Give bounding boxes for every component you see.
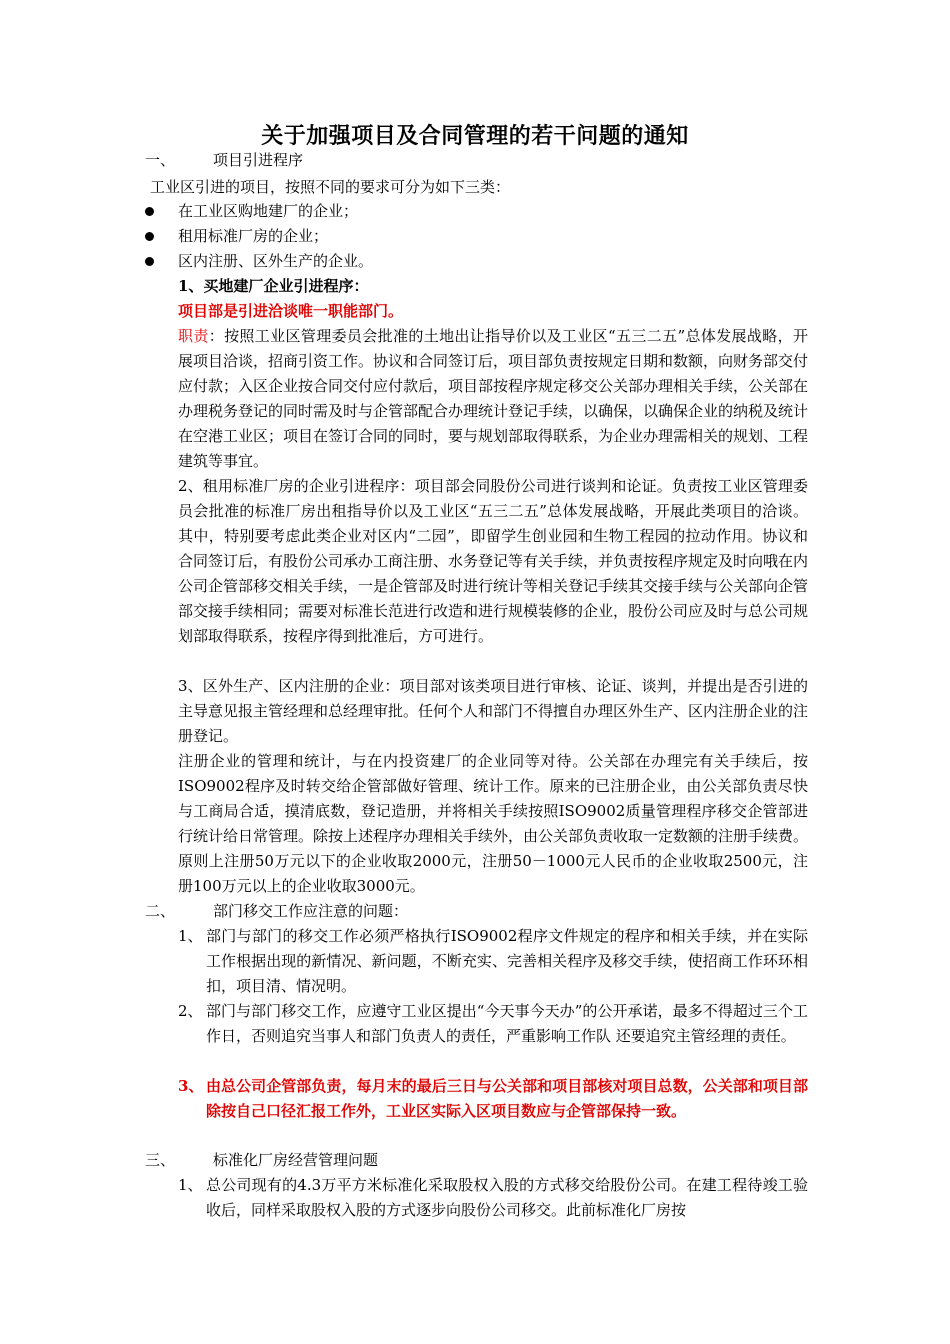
subsection-2-paragraph: 2、租用标准厂房的企业引进程序：项目部会同股份公司进行谈判和论证。负责按工业区管理委员会批准的标准厂房出租指导价以及工业区“五三二五”总体发展战略，开展此类项目的洽谈。其中，特别要考虑此类企业对区内“二园”，即留学生创业园和生物工程园的拉动作用。协议和合同签订后，有股份公司承办工商注册、水务登记等有关手续，并负责按程序规定及时向哦在内公司企管部移交相关手续，一是企管部及时进行统计等相关登记手续其交接手续与公关部向企管部交接手续相同；需要对标准长范进行改造和进行规模装修的企业，股份公司应及时与总公司规划部取得联系，按程序得到批准后，方可进行。 bbox=[178, 477, 809, 645]
subsection-3b-paragraph: 注册企业的管理和统计，与在内投资建厂的企业同等对待。公关部在办理完有关手续后，按ISO9002程序及时转交给企管部做好管理、统计工作。原来的已注册企业，由公关部负责尽快与工商局合适，摸清底数，登记造册，并将相关手续按照ISO9002质量管理程序移交企管部进行统计给日常管理。除按上述程序办理相关手续外，由公关部负责收取一定数额的注册手续费。原则上注册50万元以下的企业收取2000元，注册50－1000元人民币的企业收取2500元，注册100万元以上的企业收取3000元。 bbox=[178, 752, 809, 895]
subsection-3-paragraph: 3、区外生产、区内注册的企业：项目部对该类项目进行审核、论证、谈判，并提出是否引进的主导意见报主管经理和总经理审批。任何个人和部门不得擅自办理区外生产、区内注册企业的注册登记。 bbox=[178, 677, 809, 745]
section-1-heading bbox=[145, 148, 303, 172]
subsection-1-red-note: 项目部是引进洽谈唯一职能部门。 bbox=[178, 302, 404, 320]
item-text: 由总公司企管部负责，每月末的最后三日与公关部和项目部核对项目总数，公关部和项目部除按自己口径汇报工作外，工业区实际入区项目数应与企管部保持一致。 bbox=[206, 1077, 808, 1120]
section-2-title: 部门移交工作应注意的问题： bbox=[213, 902, 409, 920]
section-1-title: 项目引进程序 bbox=[213, 151, 304, 169]
bullet-text: 在工业区购地建厂的企业； bbox=[178, 202, 359, 220]
item-text: 部门与部门移交工作，应遵守工业区提出“今天事今天办”的公开承诺，最多不得超过三个工作日，否则追究当事人和部门负责人的责任，严重影响工作队 还要追究主管经理的责任。 bbox=[206, 1002, 808, 1045]
bullet-dot-icon bbox=[145, 232, 154, 241]
item-number: 2、 bbox=[178, 1002, 203, 1020]
item-number: 3、 bbox=[178, 1077, 204, 1095]
duty-text: ：按照工业区管理委员会批准的土地出让指导价以及工业区“五三二五”总体发展战略，开展项目洽谈，招商引资工作。协议和合同签订后，项目部负责按规定日期和数额，向财务部交付应付款；入区企业按合同交付应付款后，项目部按程序规定移交公关部办理相关手续，公关部在办理税务登记的同时需及时与企管部配合办理统计登记手续，以确保，以确保企业的纳税及统计在空港工业区；项目在签订合同的同时，要与规划部取得联系，为企业办理需相关的规划、工程建筑等事宜。 bbox=[178, 327, 809, 470]
numbered-item bbox=[178, 999, 808, 1049]
bullet-dot-icon bbox=[145, 257, 154, 266]
section-1-intro: 工业区引进的项目，按照不同的要求可分为如下三类： bbox=[150, 178, 511, 196]
duty-label: 职责 bbox=[178, 327, 209, 345]
item-text: 总公司现有的4.3万平方米标准化采取股权入股的方式移交给股份公司。在建工程待竣工验收后，同样采取股权入股的方式逐步向股份公司移交。此前标准化厂房按 bbox=[206, 1176, 808, 1219]
item-number: 1、 bbox=[178, 927, 203, 945]
document-title: 关于加强项目及合同管理的若干问题的通知 bbox=[261, 124, 689, 149]
bullet-dot-icon bbox=[145, 207, 154, 216]
item-text: 部门与部门的移交工作必须严格执行ISO9002程序文件规定的程序和相关手续，并在实际工作根据出现的新情况、新问题，不断充实、完善相关程序及移交手续，使招商工作环环相扣，项目清、情况明。 bbox=[206, 927, 808, 995]
section-1-number: 一、 bbox=[145, 151, 176, 169]
subsection-1-duty-paragraph bbox=[178, 324, 808, 474]
section-2-number: 二、 bbox=[145, 902, 176, 920]
section-3-heading bbox=[145, 1148, 378, 1172]
section-3-title: 标准化厂房经营管理问题 bbox=[213, 1151, 379, 1169]
section-2-heading bbox=[145, 899, 408, 923]
item-number: 1、 bbox=[178, 1176, 203, 1194]
numbered-item bbox=[178, 1173, 808, 1223]
subsection-1-title: 1、买地建厂企业引进程序： bbox=[178, 277, 369, 295]
numbered-item bbox=[178, 924, 808, 999]
section-3-number: 三、 bbox=[145, 1151, 176, 1169]
bullet-text: 租用标准厂房的企业； bbox=[178, 227, 329, 245]
bullet-text: 区内注册、区外生产的企业。 bbox=[178, 252, 374, 270]
numbered-item-highlight bbox=[178, 1074, 808, 1124]
